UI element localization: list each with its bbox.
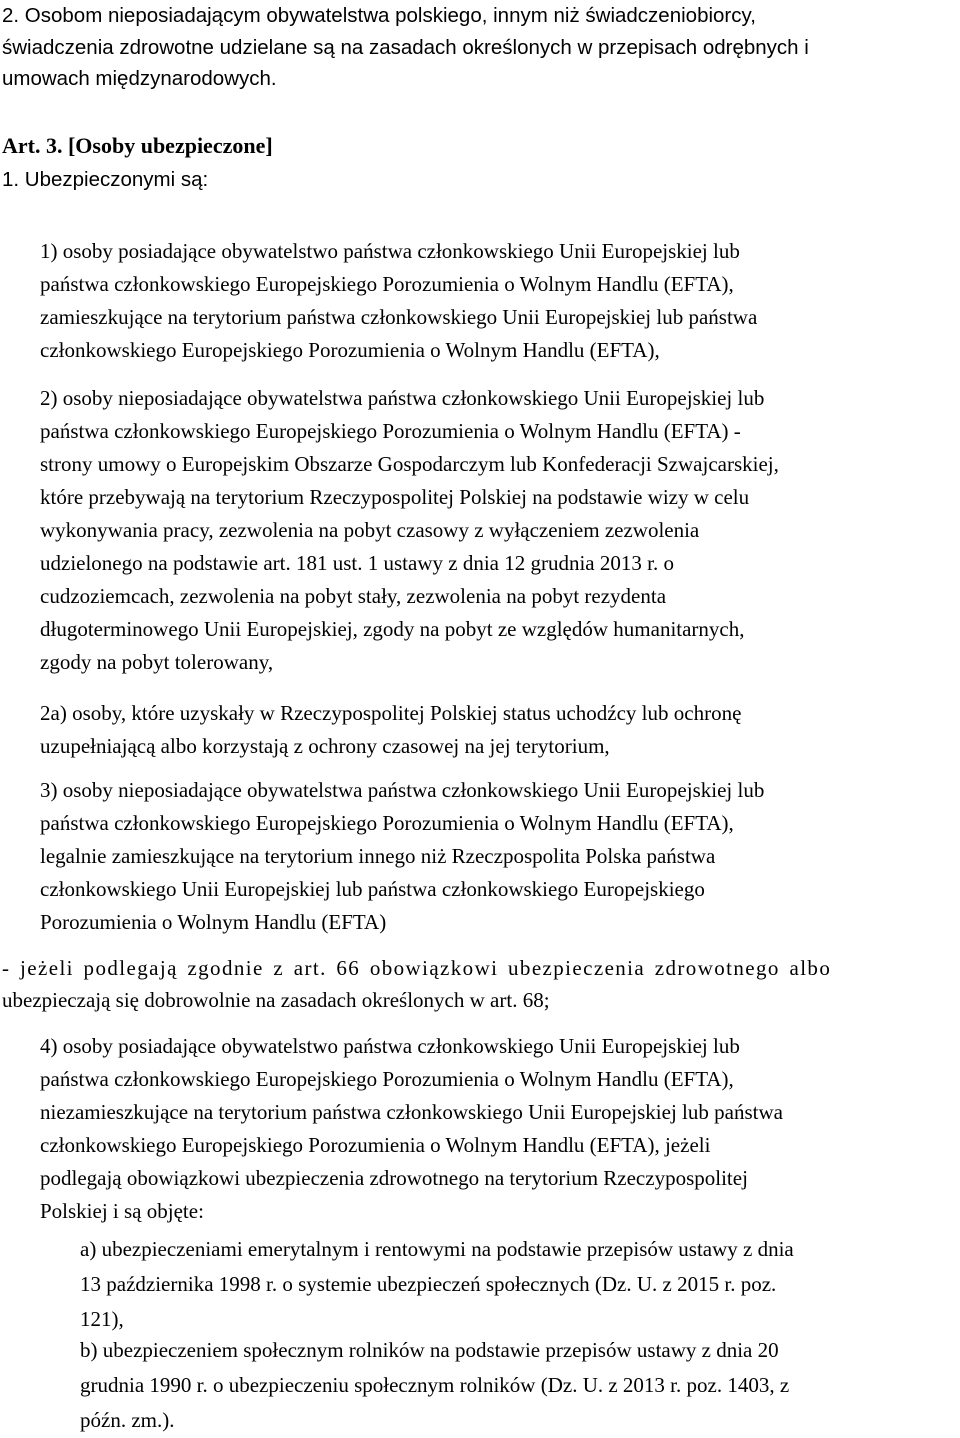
list-item-4a — [80, 1232, 950, 1337]
list-item-4-line-2: państwa członkowskiego Europejskiego Porozumienia o Wolnym Handlu (EFTA), — [40, 1067, 734, 1091]
list-item-4b-line-2: grudnia 1990 r. o ubezpieczeniu społecznym rolników (Dz. U. z 2013 r. poz. 1403, z — [80, 1373, 790, 1397]
list-item-2-line-9: zgody na pobyt tolerowany, — [40, 650, 274, 674]
list-item-1-line-4: członkowskiego Europejskiego Porozumienia o Wolnym Handlu (EFTA), — [40, 338, 660, 362]
list-item-2a-line-1: 2a) osoby, które uzyskały w Rzeczypospolitej Polskiej status uchodźcy lub ochronę — [40, 701, 742, 725]
list-item-2-line-7: cudzoziemcach, zezwolenia na pobyt stały, zezwolenia na pobyt rezydenta — [40, 584, 667, 608]
list-item-4-line-3: niezamieszkujące na terytorium państwa członkowskiego Unii Europejskiej lub państwa — [40, 1100, 783, 1124]
list-item-2 — [40, 382, 945, 679]
list-item-3-line-1: 3) osoby nieposiadające obywatelstwa państwa członkowskiego Unii Europejskiej lub — [40, 778, 765, 802]
list-item-4a-line-3: 121), — [80, 1307, 124, 1331]
list-item-3 — [40, 774, 945, 939]
list-item-2-line-5: wykonywania pracy, zezwolenia na pobyt czasowy z wyłączeniem zezwolenia — [40, 518, 700, 542]
list-item-4b-line-1: b) ubezpieczeniem społecznym rolników na podstawie przepisów ustawy z dnia 20 — [80, 1338, 779, 1362]
list-item-4a-line-2: 13 października 1998 r. o systemie ubezpieczeń społecznych (Dz. U. z 2015 r. poz. — [80, 1272, 777, 1296]
list-item-3-line-5: Porozumienia o Wolnym Handlu (EFTA) — [40, 910, 387, 934]
condition-line-2: ubezpieczają się dobrowolnie na zasadach określonych w art. 68; — [2, 988, 550, 1012]
list-item-1-line-2: państwa członkowskiego Europejskiego Porozumienia o Wolnym Handlu (EFTA), — [40, 272, 734, 296]
list-item-2a — [40, 697, 945, 763]
list-item-2-line-8: długoterminowego Unii Europejskiej, zgody na pobyt ze względów humanitarnych, — [40, 617, 745, 641]
list-item-2-line-6: udzielonego na podstawie art. 181 ust. 1 ustawy z dnia 12 grudnia 2013 r. o — [40, 551, 674, 575]
list-item-2-line-4: które przebywają na terytorium Rzeczypospolitej Polskiej na podstawie wizy w celu — [40, 485, 750, 509]
list-item-4-line-1: 4) osoby posiadające obywatelstwo państwa członkowskiego Unii Europejskiej lub — [40, 1034, 740, 1058]
list-item-4-line-5: podlegają obowiązkowi ubezpieczenia zdrowotnego na terytorium Rzeczypospolitej — [40, 1166, 748, 1190]
list-item-2-line-1: 2) osoby nieposiadające obywatelstwa państwa członkowskiego Unii Europejskiej lub — [40, 386, 765, 410]
list-item-3-line-4: członkowskiego Unii Europejskiej lub państwa członkowskiego Europejskiego — [40, 877, 705, 901]
list-item-4b-line-3: późn. zm.). — [80, 1408, 175, 1432]
paragraph-2-line-3: umowach międzynarodowych. — [2, 67, 277, 90]
list-item-4 — [40, 1030, 945, 1228]
article-intro: 1. Ubezpieczonymi są: — [2, 168, 209, 191]
list-item-2-line-2: państwa członkowskiego Europejskiego Porozumienia o Wolnym Handlu (EFTA) - — [40, 419, 741, 443]
list-item-3-line-2: państwa członkowskiego Europejskiego Porozumienia o Wolnym Handlu (EFTA), — [40, 811, 734, 835]
paragraph-2-line-2: świadczenia zdrowotne udzielane są na zasadach określonych w przepisach odrębnych i — [2, 35, 809, 59]
list-item-1 — [40, 235, 945, 367]
list-item-4b — [80, 1333, 950, 1438]
paragraph-2 — [2, 0, 942, 95]
list-item-2-line-3: strony umowy o Europejskim Obszarze Gospodarczym lub Konfederacji Szwajcarskiej, — [40, 452, 779, 476]
paragraph-2-line-1: 2. Osobom nieposiadającym obywatelstwa polskiego, innym niż świadczeniobiorcy, — [2, 4, 756, 27]
list-item-4-line-6: Polskiej i są objęte: — [40, 1199, 204, 1223]
list-item-2a-line-2: uzupełniającą albo korzystają z ochrony czasowej na jej terytorium, — [40, 734, 610, 758]
condition-line-1: - jeżeli podlegają zgodnie z art. 66 obowiązkowi ubezpieczenia zdrowotnego albo — [2, 956, 832, 980]
article-heading: Art. 3. [Osoby ubezpieczone] — [2, 133, 273, 158]
list-item-3-line-3: legalnie zamieszkujące na terytorium innego niż Rzeczpospolita Polska państwa — [40, 844, 716, 868]
condition-paragraph — [2, 952, 960, 1016]
list-item-1-line-1: 1) osoby posiadające obywatelstwo państwa członkowskiego Unii Europejskiej lub — [40, 239, 740, 263]
list-item-4a-line-1: a) ubezpieczeniami emerytalnym i rentowymi na podstawie przepisów ustawy z dnia — [80, 1237, 794, 1261]
list-item-1-line-3: zamieszkujące na terytorium państwa członkowskiego Unii Europejskiej lub państwa — [40, 305, 758, 329]
list-item-4-line-4: członkowskiego Europejskiego Porozumienia o Wolnym Handlu (EFTA), jeżeli — [40, 1133, 711, 1157]
